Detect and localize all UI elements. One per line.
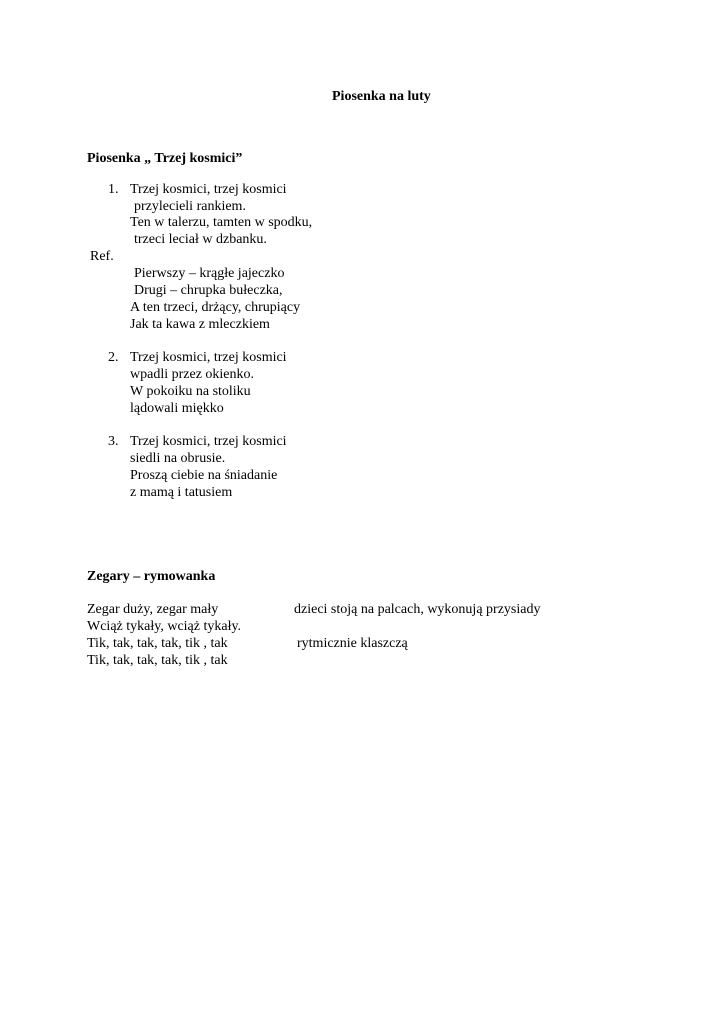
refrain-line: Drugi – chrupka bułeczka, xyxy=(134,283,283,298)
page-title: Piosenka na luty xyxy=(332,89,431,104)
chant-line: Tik, tak, tak, tak, tik , tak xyxy=(87,653,228,668)
refrain-line: Jak ta kawa z mleczkiem xyxy=(130,317,270,332)
chant-line: Zegar duży, zegar mały xyxy=(87,602,219,617)
verse-number: 2. xyxy=(108,350,119,365)
verse-line: wpadli przez okienko. xyxy=(130,367,255,382)
verse-line: przylecieli rankiem. xyxy=(134,199,246,214)
chant-line: Wciąż tykały, wciąż tykały. xyxy=(87,619,242,634)
refrain-label: Ref. xyxy=(90,249,114,264)
chant-heading: Zegary – rymowanka xyxy=(87,569,216,584)
verse-line: trzeci leciał w dzbanku. xyxy=(134,232,267,247)
verse-number: 1. xyxy=(108,182,119,197)
verse-line: siedli na obrusie. xyxy=(130,451,226,466)
chant-line: Tik, tak, tak, tak, tik , tak xyxy=(87,636,228,651)
verse-line: Trzej kosmici, trzej kosmici xyxy=(130,434,287,449)
verse-number: 3. xyxy=(108,434,119,449)
chant-instruction: dzieci stoją na palcach, wykonują przysiady xyxy=(294,602,541,617)
chant-instruction: rytmicznie klaszczą xyxy=(297,636,408,651)
verse-line: lądowali miękko xyxy=(130,401,224,416)
verse-line: z mamą i tatusiem xyxy=(130,485,233,500)
refrain-line: Pierwszy – krągłe jajeczko xyxy=(134,266,285,281)
song-heading: Piosenka „ Trzej kosmici” xyxy=(87,151,243,166)
refrain-line: A ten trzeci, drżący, chrupiący xyxy=(130,300,301,315)
verse-line: W pokoiku na stoliku xyxy=(130,384,251,399)
verse-line: Ten w talerzu, tamten w spodku, xyxy=(130,215,313,230)
verse-line: Trzej kosmici, trzej kosmici xyxy=(130,182,287,197)
verse-line: Proszą ciebie na śniadanie xyxy=(130,468,278,483)
verse-line: Trzej kosmici, trzej kosmici xyxy=(130,350,287,365)
